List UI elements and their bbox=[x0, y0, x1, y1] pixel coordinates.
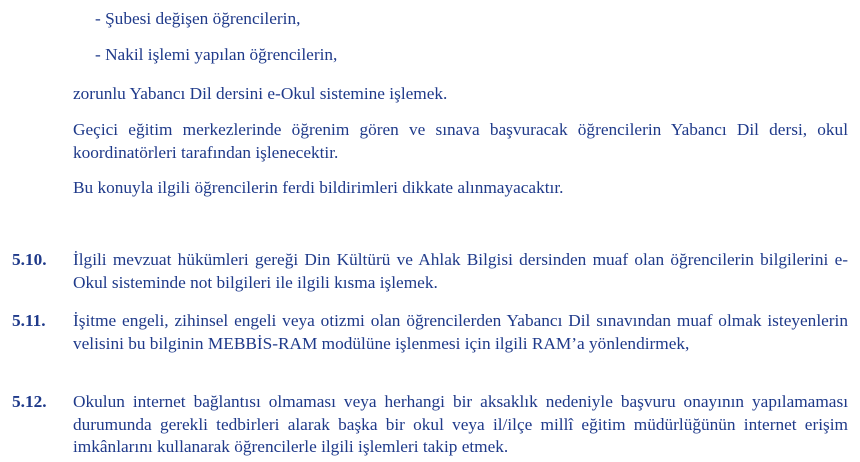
list-item-changed-class: - Şubesi değişen öğrencilerin, bbox=[95, 9, 301, 28]
section-number: 5.12. bbox=[12, 392, 47, 411]
section-text: Okulun internet bağlantısı olmaması veya herhangi bir aksaklık nedeniyle başvuru onayının yapılamaması durumunda gerekli tedbirleri alarak başka bir okul veya il/ilçe millî eğitim müdürlüğünün internet erişim imkânlarını kullanarak öğrencilerle ilgili işlemleri takip etmek. bbox=[73, 392, 848, 456]
paragraph-temporary-centers: Geçici eğitim merkezlerinde öğrenim gören ve sınava başvuracak öğrencilerin Yabancı Dil dersi, okul koordinatörleri tarafından işlenecektir. bbox=[73, 120, 848, 162]
section-number: 5.11. bbox=[12, 311, 46, 330]
paragraph-notice: Bu konuyla ilgili öğrencilerin ferdi bildirimleri dikkate alınmayacaktır. bbox=[73, 178, 564, 197]
section-text: İşitme engeli, zihinsel engeli veya otizmi olan öğrencilerden Yabancı Dil sınavından muaf olmak isteyenlerin velisini bu bilginin MEBBİS-RAM modülüne işlenmesi için ilgili RAM’a yönlendirmek, bbox=[73, 311, 848, 353]
closing-line: zorunlu Yabancı Dil dersini e-Okul sistemine işlemek. bbox=[73, 84, 448, 103]
section-number: 5.10. bbox=[12, 250, 47, 269]
section-text: İlgili mevzuat hükümleri gereği Din Kültürü ve Ahlak Bilgisi dersinden muaf olan öğrencilerin bilgilerini e-Okul sisteminde not bilgileri ile ilgili kısma işlemek. bbox=[73, 250, 848, 292]
list-item-transferred: - Nakil işlemi yapılan öğrencilerin, bbox=[95, 45, 338, 64]
